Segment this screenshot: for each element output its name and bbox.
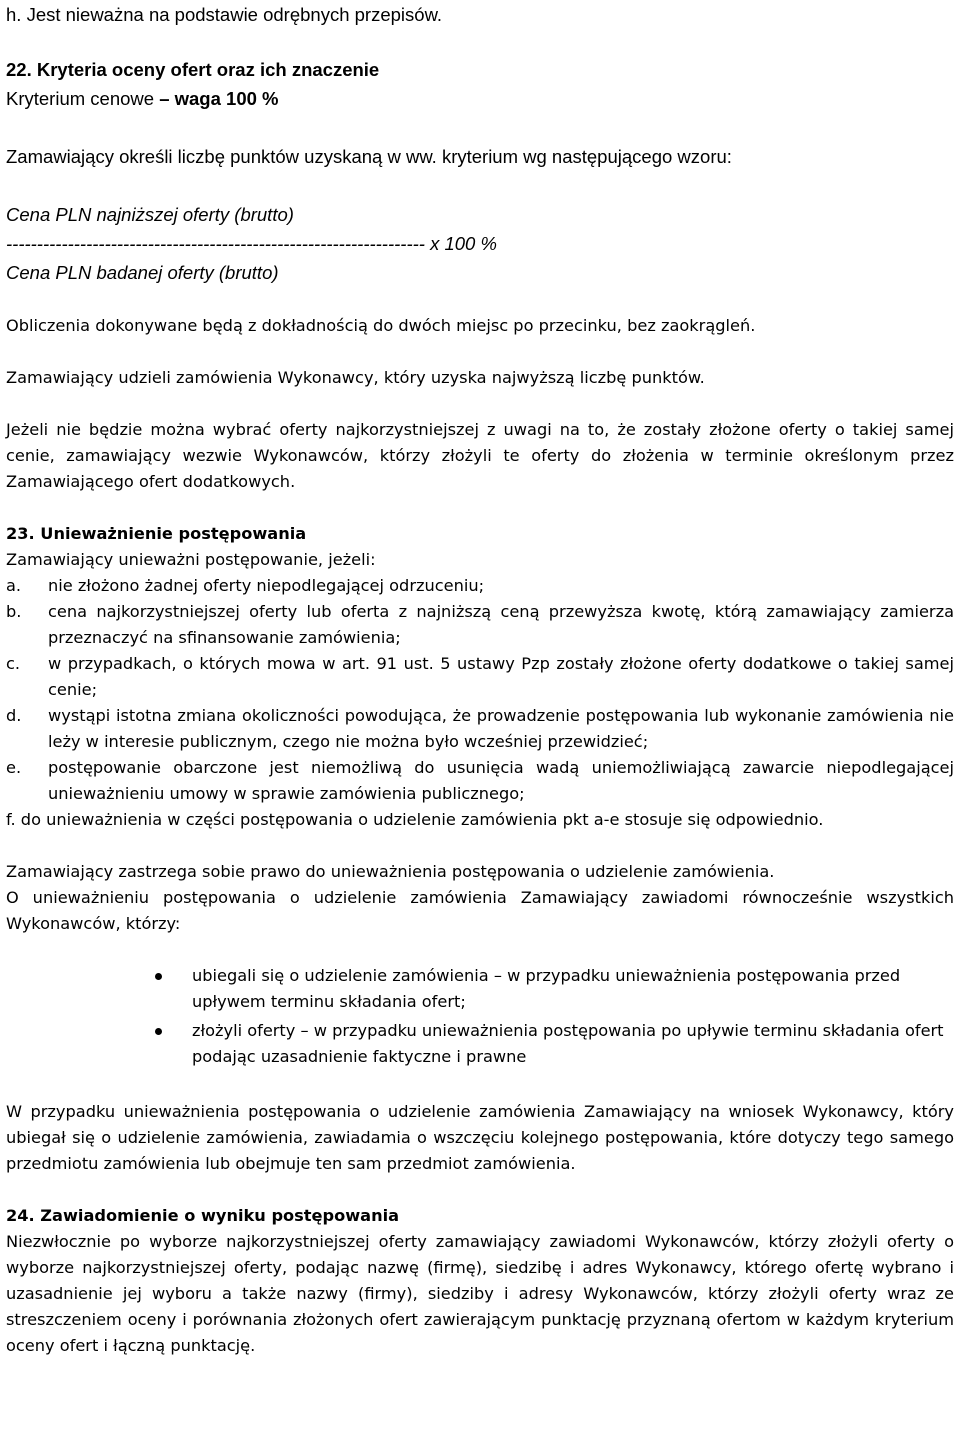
tie-paragraph: Jeżeli nie będzie można wybrać oferty najkorzystniejszej z uwagi na to, że zostały złożone oferty o takiej samej cenie, zamawiający wezwie Wykonawców, którzy złożyli te oferty do złożenia w terminie określonym przez Zamawiającego ofert dodatkowych. xyxy=(6,420,954,491)
formula-fraction-line: -------------------------------------------------------------------- x 100 % xyxy=(6,233,497,254)
list-item-text: postępowanie obarczone jest niemożliwą do usunięcia wadą uniemożliwiającą zawarcie niepodlegającej unieważnieniu umowy w sprawie zamówienia publicznego; xyxy=(48,758,954,803)
list-letter: b. xyxy=(6,602,22,621)
list-item-text: nie złożono żadnej oferty niepodlegającej odrzuceniu; xyxy=(48,576,485,595)
award-paragraph: Zamawiający udzieli zamówienia Wykonawcy, który uzyska najwyższą liczbę punktów. xyxy=(6,368,705,387)
formula-numerator: Cena PLN najniższej oferty (brutto) xyxy=(6,204,294,225)
section-24-heading: 24. Zawiadomienie o wyniku postępowania xyxy=(6,1206,400,1225)
notification-intro: O unieważnieniu postępowania o udzielenie zamówienia Zamawiający zawiadomi równocześnie wszystkich Wykonawców, którzy: xyxy=(6,888,954,933)
list-item-b xyxy=(6,599,954,651)
list-letter: d. xyxy=(6,706,22,725)
list-letter: c. xyxy=(6,654,21,673)
list-item-text: wystąpi istotna zmiana okoliczności powodująca, że prowadzenie postępowania lub wykonanie zamówienia nie leży w interesie publicznym, czego nie można było wcześniej przewidzieć; xyxy=(48,706,954,751)
bullet-text: ubiegali się o udzielenie zamówienia – w przypadku unieważnienia postępowania przed upływem terminu składania ofert; xyxy=(192,966,901,1011)
list-item-text: w przypadkach, o których mowa w art. 91 ust. 5 ustawy Pzp zostały złożone oferty dodatkowe o takiej samej cenie; xyxy=(48,654,954,699)
list-item-e xyxy=(6,755,954,807)
list-item-text: cena najkorzystniejszej oferty lub oferta z najniższą ceną przewyższa kwotę, którą zamawiający zamierza przeznaczyć na sfinansowanie zamówienia; xyxy=(48,602,954,647)
bullet-text: złożyli oferty – w przypadku unieważnienia postępowania po upływie terminu składania ofert podając uzasadnienie faktyczne i prawne xyxy=(192,1021,944,1066)
list-letter: a. xyxy=(6,576,22,595)
criterion-weight: – waga 100 % xyxy=(159,88,279,109)
bullet-icon xyxy=(155,973,162,980)
list-item-h: h. Jest nieważna na podstawie odrębnych przepisów. xyxy=(6,4,443,25)
rounding-paragraph: Obliczenia dokonywane będą z dokładnością do dwóch miejsc po przecinku, bez zaokrągleń. xyxy=(6,316,756,335)
section-23-heading: 23. Unieważnienie postępowania xyxy=(6,524,307,543)
reservation-paragraph: Zamawiający zastrzega sobie prawo do unieważnienia postępowania o udzielenie zamówienia. xyxy=(6,862,775,881)
result-notification-paragraph: Niezwłocznie po wyborze najkorzystniejszej oferty zamawiający zawiadomi Wykonawców, którzy złożyli oferty o wyborze najkorzystniejszej oferty, podając nazwę (firmę), siedzibę i adres Wykonawcy, którego ofertę wybrano i uzasadnienie jej wyboru a także nazwy (firmy), siedziby i adresy Wykonawców, którzy złożyli oferty wraz ze streszczeniem oceny i porównania złożonych ofert zawierającym punktację przyznaną ofertom w każdym kryterium oceny ofert i łączną punktację. xyxy=(6,1232,954,1355)
criterion-line xyxy=(6,84,954,113)
list-item-f: f. do unieważnienia w części postępowania o udzielenie zamówienia pkt a-e stosuje się odpowiednio. xyxy=(6,810,824,829)
bullet-item xyxy=(192,1018,958,1070)
formula-denominator: Cena PLN badanej oferty (brutto) xyxy=(6,262,279,283)
bullet-item xyxy=(192,963,958,1015)
subsequent-proceeding-paragraph: W przypadku unieważnienia postępowania o udzielenie zamówienia Zamawiający na wniosek Wykonawcy, który ubiegał się o udzielenie zamówienia, zawiadamia o wszczęciu kolejnego postępowania, które dotyczy tego samego przedmiotu zamówienia lub obejmuje ten sam przedmiot zamówienia. xyxy=(6,1102,954,1173)
section-22-heading: 22. Kryteria oceny ofert oraz ich znaczenie xyxy=(6,59,380,80)
document-page xyxy=(6,0,954,1359)
list-letter: e. xyxy=(6,758,22,777)
list-item-c xyxy=(6,651,954,703)
bullet-icon xyxy=(155,1028,162,1035)
cancellation-intro: Zamawiający unieważni postępowanie, jeżeli: xyxy=(6,550,376,569)
bullet-list xyxy=(6,963,958,1070)
list-item-d xyxy=(6,703,954,755)
list-item-a xyxy=(6,573,954,599)
formula-intro: Zamawiający określi liczbę punktów uzyskaną w ww. kryterium wg następującego wzoru: xyxy=(6,146,732,167)
criterion-label: Kryterium cenowe xyxy=(6,88,160,109)
